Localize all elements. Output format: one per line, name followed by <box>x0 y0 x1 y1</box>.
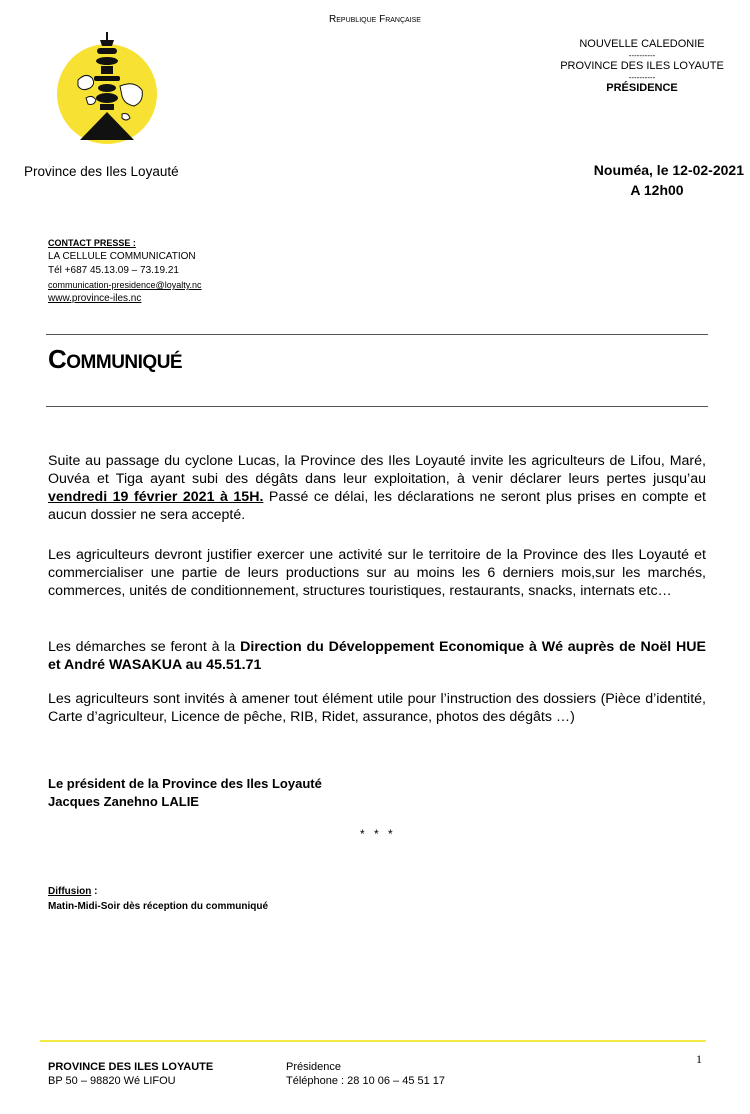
province-logo <box>56 28 158 150</box>
signature-title: Le président de la Province des Iles Loyauté <box>48 776 322 791</box>
republique-francaise: Republique Française <box>329 14 421 25</box>
footer-phone: Téléphone : 28 10 06 – 45 51 17 <box>286 1075 446 1087</box>
p3-contact: Direction du Développement Economique à Wé auprès de Noël HUE et André WASAKUA au 45.51.71 <box>48 639 707 673</box>
footer-dept: Présidence <box>286 1061 342 1073</box>
diffusion-label: Diffusion <box>48 886 92 897</box>
page-number: 1 <box>696 1052 702 1066</box>
footer-rule <box>40 1040 706 1042</box>
contact-heading: CONTACT PRESSE : <box>48 238 136 248</box>
contact-tel: Tél +687 45.13.09 – 73.19.21 <box>48 265 179 276</box>
paragraph-2: Les agriculteurs devront justifier exercer une activité sur le territoire de la Province des Iles Loyauté et commercialiser une partie de leurs productions sur au moins les 6 derniers mois,sur les marchés, commerces, unités de conditionnement, structures touristiques, restaurants, snacks, internats etc… <box>48 547 706 599</box>
footer-address <box>48 1060 213 1088</box>
diffusion-colon: : <box>91 886 98 897</box>
contact-block <box>48 236 202 306</box>
page-title <box>48 344 182 375</box>
divider <box>46 406 708 407</box>
signature-block <box>48 775 322 811</box>
p1-text-end: Passé ce délai, les déclarations ne seront plus prises en compte et aucun dossier ne sera accepté. <box>48 489 706 523</box>
paragraph-3 <box>48 638 706 674</box>
contact-website-link[interactable]: www.province-iles.nc <box>48 293 142 304</box>
nouvelle-caledonie: NOUVELLE CALEDONIE <box>579 38 705 50</box>
footer-org: PROVINCE DES ILES LOYAUTE <box>48 1061 214 1073</box>
diffusion-heading <box>48 884 268 899</box>
paragraph-1 <box>48 452 706 524</box>
diffusion-text: Matin-Midi-Soir dès réception du communiqué <box>48 901 269 912</box>
p1-deadline: vendredi 19 février 2021 à 15H. <box>48 489 264 505</box>
time-line: A 12h00 <box>630 182 684 198</box>
date-line: Nouméa, le 12-02-2021 <box>593 162 744 178</box>
p1-text: Suite au passage du cyclone Lucas, la Province des Iles Loyauté invite les agriculteurs de Lifou, Maré, Ouvéa et Tiga ayant subi des dégâts dans leur exploitation, à venir déclarer leurs pertes jusqu’au <box>48 453 706 487</box>
diffusion-block <box>48 884 268 914</box>
contact-cellule: LA CELLULE COMMUNICATION <box>48 251 196 262</box>
separator: ---------- <box>628 51 656 60</box>
title-rest: OMMUNIQUÉ <box>66 352 183 373</box>
logo-island-small <box>86 96 96 104</box>
separator-stars: * * * <box>360 827 396 841</box>
header-right-block <box>540 38 744 95</box>
presidence: PRÉSIDENCE <box>606 82 678 94</box>
title-cap: C <box>48 344 67 374</box>
divider <box>46 334 708 335</box>
separator: ---------- <box>628 73 656 82</box>
footer-bp: BP 50 – 98820 Wé LIFOU <box>48 1075 176 1087</box>
p3-text: Les démarches se feront à la <box>48 639 241 655</box>
signature-name: Jacques Zanehno LALIE <box>48 794 199 809</box>
date-block <box>540 160 744 200</box>
province-header: PROVINCE DES ILES LOYAUTE <box>560 60 724 72</box>
contact-email-link[interactable]: communication-presidence@loyalty.nc <box>48 280 202 290</box>
footer-contact <box>286 1060 445 1088</box>
logo-caption: Province des Iles Loyauté <box>24 164 179 179</box>
paragraph-4: Les agriculteurs sont invités à amener tout élément utile pour l’instruction des dossiers (Pièce d’identité, Carte d’agriculteur, Licence de pêche, RIB, Ridet, assurance, photos des dégâts …) <box>48 691 706 725</box>
logo-island-left <box>78 75 94 89</box>
